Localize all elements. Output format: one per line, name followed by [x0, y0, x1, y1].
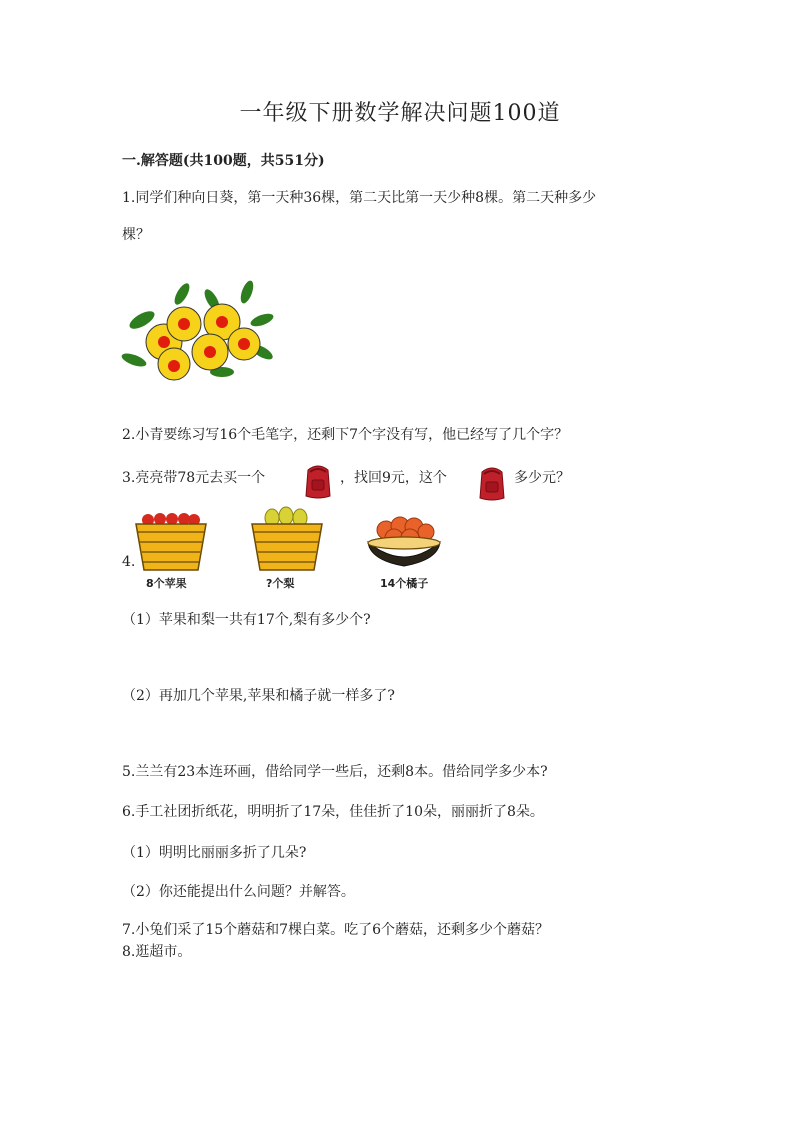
question-7: 7.小兔们采了15个蘑菇和7棵白菜。吃了6个蘑菇，还剩多少个蘑菇？ [122, 922, 549, 938]
pear-basket-illustration [250, 506, 324, 572]
question-3-part-1: 3.亮亮带78元去买一个 [122, 470, 266, 486]
orange-basket-illustration [366, 512, 442, 568]
apple-basket-illustration [134, 510, 208, 572]
question-3-part-3: 多少元？ [514, 470, 570, 486]
question-8: 8.逛超市。 [122, 944, 192, 960]
question-4-number: 4. [122, 554, 136, 570]
apple-caption: 8个苹果 [146, 577, 187, 590]
question-1-line-1: 1.同学们种向日葵，第一天种36棵，第二天比第一天少种8棵。第二天种多少 [122, 190, 597, 206]
question-6-sub-1: （1）明明比丽丽多折了几朵? [122, 845, 307, 861]
question-6: 6.手工社团折纸花，明明折了17朵，佳佳折了10朵，丽丽折了8朵。 [122, 804, 544, 820]
backpack-icon [474, 464, 510, 502]
question-4-sub-2: （2）再加几个苹果,苹果和橘子就一样多了? [122, 688, 395, 704]
question-3-part-2: ，找回9元，这个 [340, 470, 447, 486]
orange-caption: 14个橘子 [380, 577, 429, 590]
question-4-sub-1: （1）苹果和梨一共有17个,梨有多少个? [122, 612, 371, 628]
question-6-sub-2: （2）你还能提出什么问题？并解答。 [122, 884, 355, 900]
question-5: 5.兰兰有23本连环画，借给同学一些后，还剩8本。借给同学多少本? [122, 764, 548, 780]
question-1-line-2: 棵？ [122, 227, 150, 243]
sunflowers-illustration [122, 282, 277, 382]
pear-caption: ?个梨 [266, 577, 295, 590]
question-2: 2.小青要练习写16个毛笔字，还剩下7个字没有写，他已经写了几个字？ [122, 427, 569, 443]
page-title: 一年级下册数学解决问题100道 [239, 101, 561, 126]
backpack-icon [300, 462, 336, 500]
section-heading: 一.解答题(共100题，共551分) [122, 153, 325, 169]
